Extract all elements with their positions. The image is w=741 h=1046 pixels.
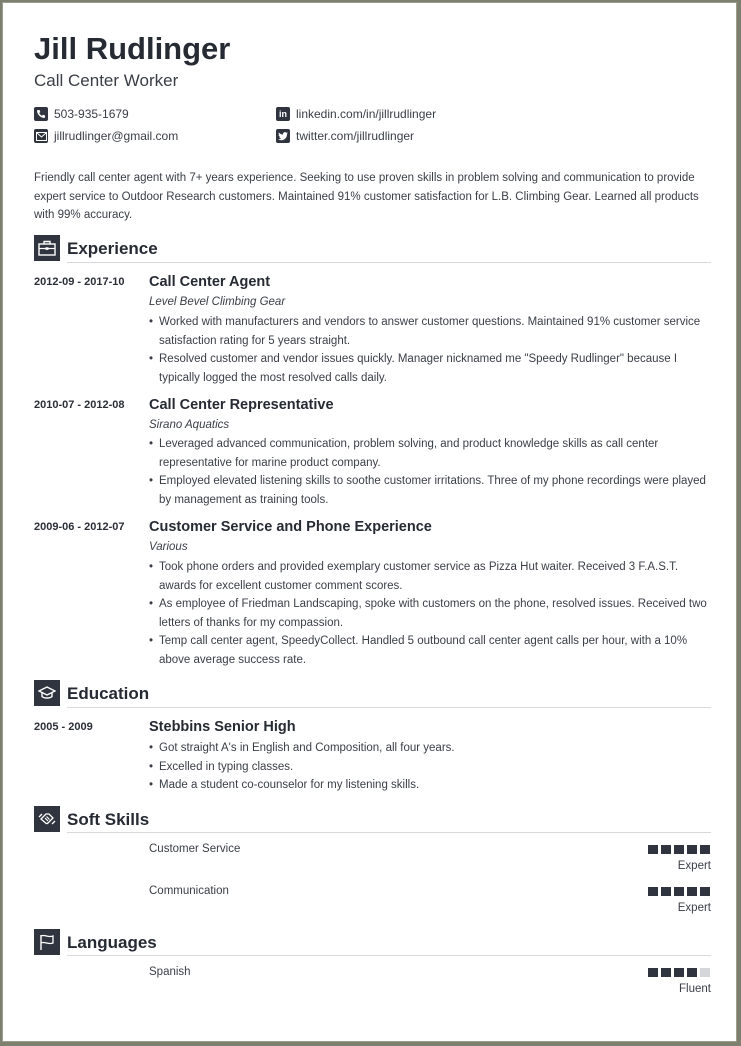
rating-dot-filled <box>687 887 697 896</box>
soft-skills-divider <box>67 832 711 833</box>
rating-dot-filled <box>674 968 684 977</box>
school-name: Stebbins Senior High <box>149 719 296 735</box>
education-bullets <box>149 739 711 795</box>
linkedin-icon: in <box>276 107 290 121</box>
graduation-cap-icon <box>34 680 60 706</box>
skill-rating <box>648 887 710 896</box>
rating-dot-filled <box>661 968 671 977</box>
rating-dot-filled <box>674 887 684 896</box>
languages-heading: Languages <box>67 933 157 952</box>
job-title: Call Center Agent <box>149 274 271 290</box>
education-divider <box>67 707 711 708</box>
list-item: • Leveraged advanced communication, problem solving, and product knowledge skills as call center representative for marine product company. <box>149 435 711 472</box>
job-bullets <box>149 558 711 669</box>
list-item: • Worked with manufacturers and vendors to answer customer questions. Maintained 91% customer service satisfaction rating for 5 years straight. <box>149 313 711 350</box>
profile-summary: Friendly call center agent with 7+ years experience. Seeking to use proven skills in problem solving and communication to provide expert service to Outdoor Research customers. Maintained 91% customer satisfaction for L.B. Climbing Gear. Learned all products with 99% accuracy. <box>34 172 699 221</box>
rating-dot-filled <box>648 968 658 977</box>
job-company: Various <box>149 541 188 553</box>
handshake-icon <box>34 806 60 832</box>
language-rating <box>648 968 710 977</box>
candidate-name: Jill Rudlinger <box>34 31 231 66</box>
job-title: Customer Service and Phone Experience <box>149 519 432 535</box>
rating-dot-filled <box>648 845 658 854</box>
experience-heading: Experience <box>67 239 158 258</box>
rating-dot-filled <box>661 887 671 896</box>
job-company: Sirano Aquatics <box>149 419 230 431</box>
contact-email <box>34 129 178 143</box>
list-item: • Resolved customer and vendor issues quickly. Manager nicknamed me "Speedy Rudlinger" because I typically logged the most resolved calls daily. <box>149 350 711 387</box>
rating-dot-filled <box>700 887 710 896</box>
languages-divider <box>67 955 711 956</box>
list-item: • As employee of Friedman Landscaping, spoke with customers on the phone, resolved issues. Received two letters of thanks for my compassion. <box>149 595 711 632</box>
list-item: • Temp call center agent, SpeedyCollect. Handled 5 outbound call center agent calls per hour, with a 10% above average success rate. <box>149 632 711 669</box>
rating-dot-filled <box>700 845 710 854</box>
email-link[interactable]: jillrudlinger@gmail.com <box>54 129 179 143</box>
experience-divider <box>67 262 711 263</box>
education-dates: 2005 - 2009 <box>34 721 93 733</box>
skill-level: Expert <box>677 860 711 872</box>
list-item: • Employed elevated listening skills to soothe customer irritations. Three of my phone recordings were played by management as training tools. <box>149 472 711 509</box>
rating-dot-filled <box>674 845 684 854</box>
job-bullets <box>149 313 711 387</box>
skill-rating <box>648 845 710 854</box>
briefcase-icon <box>34 235 60 261</box>
job-dates: 2010-07 - 2012-08 <box>34 399 125 411</box>
job-bullets <box>149 435 711 509</box>
list-item: • Got straight A's in English and Composition, all four years. <box>149 739 711 758</box>
phone-text: 503-935-1679 <box>54 107 129 121</box>
job-dates: 2009-06 - 2012-07 <box>34 521 125 533</box>
contact-phone <box>34 107 129 121</box>
rating-dot-filled <box>687 968 697 977</box>
candidate-title: Call Center Worker <box>34 71 179 90</box>
resume-page <box>2 2 737 1042</box>
skill-level: Expert <box>677 902 711 914</box>
language-level: Fluent <box>679 983 711 995</box>
soft-skills-heading: Soft Skills <box>67 810 150 829</box>
phone-icon <box>34 107 48 121</box>
flag-icon <box>34 929 60 955</box>
rating-dot-filled <box>687 845 697 854</box>
linkedin-link[interactable]: linkedin.com/in/jillrudlinger <box>296 107 437 121</box>
contact-twitter <box>276 129 414 143</box>
job-dates: 2012-09 - 2017-10 <box>34 276 125 288</box>
list-item: • Made a student co-counselor for my listening skills. <box>149 776 711 795</box>
rating-dot-empty <box>700 968 710 977</box>
rating-dot-filled <box>661 845 671 854</box>
skill-name: Customer Service <box>149 843 241 855</box>
contact-linkedin <box>276 107 436 121</box>
education-heading: Education <box>67 684 150 703</box>
envelope-icon <box>34 129 48 143</box>
skill-name: Communication <box>149 885 229 897</box>
twitter-icon <box>276 129 290 143</box>
twitter-link[interactable]: twitter.com/jillrudlinger <box>296 129 415 143</box>
language-name: Spanish <box>149 966 191 978</box>
list-item: • Excelled in typing classes. <box>149 758 711 777</box>
job-title: Call Center Representative <box>149 397 334 413</box>
rating-dot-filled <box>648 887 658 896</box>
job-company: Level Bevel Climbing Gear <box>149 296 286 308</box>
list-item: • Took phone orders and provided exemplary customer service as Pizza Hut waiter. Received 3 F.A.S.T. awards for excellent customer comment scores. <box>149 558 711 595</box>
